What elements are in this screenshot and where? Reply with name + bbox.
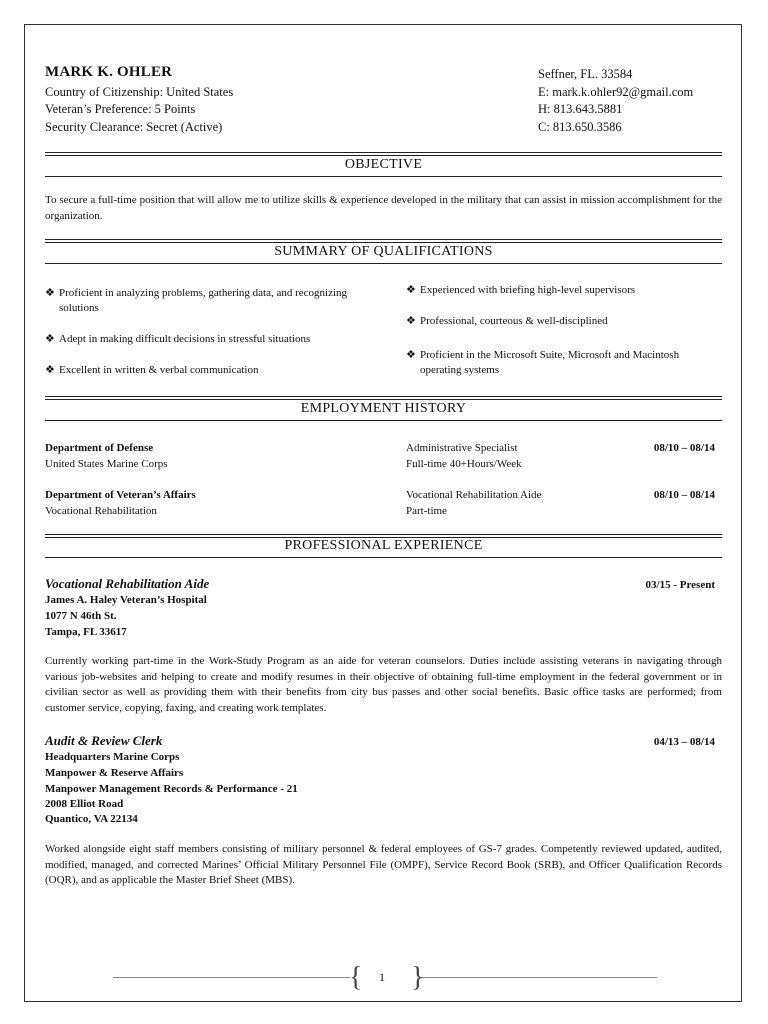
qualification-item: ❖ Proficient in analyzing problems, gathering data, and recognizing solutions xyxy=(45,287,348,314)
qualification-item: ❖ Excellent in written & verbal communication xyxy=(45,364,259,376)
bullet-icon: ❖ xyxy=(45,287,55,299)
job-hours: Full-time 40+Hours/Week xyxy=(406,458,522,470)
experience-dates: 04/13 – 08/14 xyxy=(653,736,715,748)
experience-org-line: Manpower & Reserve Affairs xyxy=(45,767,184,779)
email: E: mark.k.ohler92@gmail.com xyxy=(538,85,694,99)
objective-text: To secure a full-time position that will allow me to utilize skills & experience developed in the military that can assist in mission accomplishment for the organization. xyxy=(45,194,722,222)
section-rule xyxy=(45,152,722,156)
job-title: Vocational Rehabilitation Aide xyxy=(406,489,542,501)
experience-org-line: 2008 Elliot Road xyxy=(45,798,124,810)
experience-dates: 03/15 - Present xyxy=(645,579,715,591)
security-clearance: Security Clearance: Secret (Active) xyxy=(45,120,223,134)
qualifications-heading: SUMMARY OF QUALIFICATIONS xyxy=(274,244,493,259)
experience-title: Vocational Rehabilitation Aide xyxy=(45,576,210,591)
bullet-icon: ❖ xyxy=(45,364,55,376)
objective-heading: OBJECTIVE xyxy=(344,157,423,172)
veteran-preference: Veteran’s Preference: 5 Points xyxy=(45,102,196,116)
section-underline xyxy=(45,557,722,558)
qualification-item: ❖ Adept in making difficult decisions in stressful situations xyxy=(45,333,311,345)
section-rule xyxy=(45,396,722,400)
job-dates: 08/10 – 08/14 xyxy=(653,489,715,501)
footer-line-right xyxy=(421,977,657,978)
footer-brace-left: { xyxy=(349,962,363,993)
experience-org-line: Manpower Management Records & Performance - 21 xyxy=(45,783,298,795)
employer-name: Department of Veteran’s Affairs xyxy=(45,489,196,501)
employment-heading: EMPLOYMENT HISTORY xyxy=(300,401,467,416)
experience-org-line: Headquarters Marine Corps xyxy=(45,751,180,763)
experience-org-line: Tampa, FL 33617 xyxy=(45,626,127,638)
resume-page xyxy=(24,24,742,1002)
page-number: 1 xyxy=(379,970,385,984)
footer-line-left xyxy=(113,977,350,978)
cell-phone: C: 813.650.3586 xyxy=(538,120,622,134)
section-underline xyxy=(45,176,722,177)
section-underline xyxy=(45,420,722,421)
bullet-icon: ❖ xyxy=(406,284,416,296)
experience-org-line: 1077 N 46th St. xyxy=(45,610,117,622)
qualification-item: ❖ Experienced with briefing high-level supervisors xyxy=(406,284,636,296)
bullet-icon: ❖ xyxy=(406,349,416,361)
experience-title: Audit & Review Clerk xyxy=(45,733,163,748)
job-title: Administrative Specialist xyxy=(406,442,518,454)
applicant-name: MARK K. OHLER xyxy=(45,64,173,80)
job-hours: Part-time xyxy=(406,505,447,517)
section-rule xyxy=(45,239,722,243)
job-dates: 08/10 – 08/14 xyxy=(653,442,715,454)
home-phone: H: 813.643.5881 xyxy=(538,102,623,116)
bullet-icon: ❖ xyxy=(406,315,416,327)
qualification-item: ❖ Professional, courteous & well-disciplined xyxy=(406,315,608,327)
citizenship: Country of Citizenship: United States xyxy=(45,85,234,99)
footer-brace-right: } xyxy=(411,962,425,993)
qualification-item: ❖ Proficient in the Microsoft Suite, Microsoft and Macintosh operating systems xyxy=(406,349,680,376)
experience-description: Currently working part-time in the Work-Study Program as an aide for veteran counselors. Duties include assisting veterans in navigating through various job-websites and helping to create and modify resumes in their objective of obtaining full-time employment in the federal government or in civilian sector as well as providing them with their benefits from city bus passes and other social benefits. Basic office tasks are performed; from customer service, copying, faxing, and creating work templates. xyxy=(45,655,722,714)
location: Seffner, FL. 33584 xyxy=(538,67,633,81)
employer-unit: Vocational Rehabilitation xyxy=(45,505,157,517)
experience-description: Worked alongside eight staff members consisting of military personnel & federal employees of GS-7 grades. Competently reviewed updated, audited, modified, managed, and corrected Marines’ Official Military Personnel File (OMPF), Service Record Book (SRB), and Officer Qualification Records (OQR), and as applicable the Master Brief Sheet (MBS). xyxy=(45,843,722,886)
experience-org-line: James A. Haley Veteran’s Hospital xyxy=(45,594,207,606)
experience-org-line: Quantico, VA 22134 xyxy=(45,813,138,825)
employer-name: Department of Defense xyxy=(45,442,154,454)
experience-heading: PROFESSIONAL EXPERIENCE xyxy=(284,538,483,553)
employer-unit: United States Marine Corps xyxy=(45,458,168,470)
bullet-icon: ❖ xyxy=(45,333,55,345)
section-underline xyxy=(45,263,722,264)
